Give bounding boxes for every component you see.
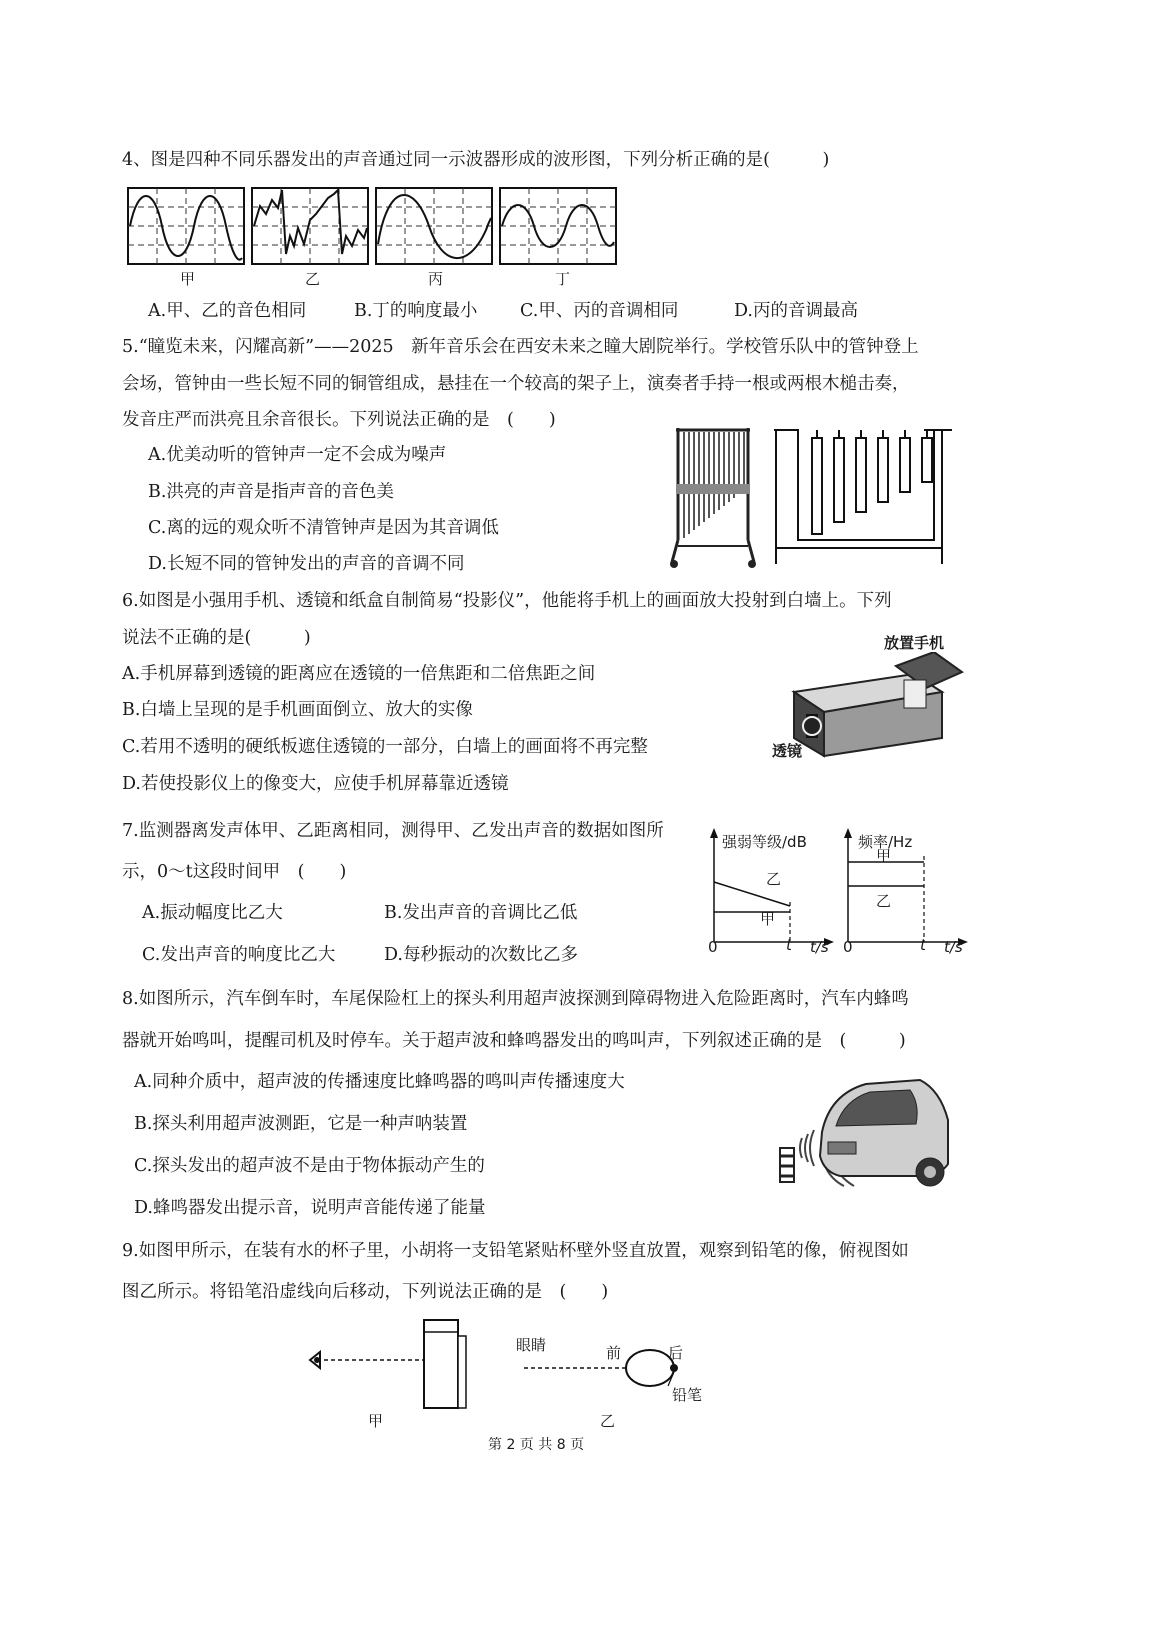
frequency-origin: 0 bbox=[843, 938, 853, 956]
q5-option-a: A.优美动听的管钟声一定不会成为噪声 bbox=[148, 445, 447, 465]
oscilloscope-waveforms bbox=[124, 184, 624, 284]
q5-option-d: D.长短不同的管钟发出的声音的音调不同 bbox=[148, 554, 465, 574]
q7-option-a: A.振动幅度比乙大 bbox=[142, 903, 283, 923]
q6-option-c: C.若用不透明的硬纸板遮住透镜的一部分，白墙上的画面将不再完整 bbox=[122, 737, 648, 757]
fig-yi-label: 乙 bbox=[600, 1412, 616, 1430]
q8-option-c: C.探头发出的超声波不是由于物体振动产生的 bbox=[134, 1156, 485, 1176]
loudness-series-jia-label: 甲 bbox=[760, 910, 776, 928]
q6-option-b: B.白墙上呈现的是手机画面倒立、放大的实像 bbox=[122, 700, 473, 720]
q4-option-c: C.甲、丙的音调相同 bbox=[520, 301, 679, 321]
loudness-series-yi-label: 乙 bbox=[766, 870, 782, 888]
tubular-bells-diagram bbox=[774, 424, 954, 570]
frequency-xlabel: t/s bbox=[944, 938, 963, 956]
q6-stem-line-2: 说法不正确的是( ) bbox=[122, 628, 311, 648]
waveform-label-bing: 丙 bbox=[428, 270, 444, 288]
cup-top-view bbox=[626, 1350, 674, 1386]
frequency-x-tick: t bbox=[920, 936, 926, 954]
q4-option-b: B.丁的响度最小 bbox=[354, 301, 478, 321]
waveform-bing bbox=[376, 188, 492, 264]
projector-lens-label: 透镜 bbox=[772, 742, 803, 760]
q5-stem-line-1: 5.“瞳览未来，闪耀高新”——2025 新年音乐会在西安未来之瞳大剧院举行。学校管乐队中的管钟登上 bbox=[122, 337, 919, 357]
q4-option-d: D.丙的音调最高 bbox=[734, 301, 858, 321]
q6-option-a: A.手机屏幕到透镜的距离应在透镜的一倍焦距和二倍焦距之间 bbox=[122, 664, 596, 684]
q9-stem-line-1: 9.如图甲所示，在装有水的杯子里，小胡将一支铅笔紧贴杯壁外竖直放置，观察到铅笔的像，俯视图如 bbox=[122, 1241, 909, 1261]
page-footer: 第 2 页 共 8 页 bbox=[488, 1437, 585, 1453]
q5-stem-line-2: 会场，管钟由一些长短不同的铜管组成，悬挂在一个较高的架子上，演奏者手持一根或两根木槌击奏， bbox=[122, 374, 910, 394]
q6-stem-line-1: 6.如图是小强用手机、透镜和纸盒自制简易“投影仪”，他能将手机上的画面放大投射到白墙上。下列 bbox=[122, 591, 892, 611]
q6-option-d: D.若使投影仪上的像变大，应使手机屏幕靠近透镜 bbox=[122, 774, 509, 794]
q5-option-b: B.洪亮的声音是指声音的音色美 bbox=[148, 482, 394, 502]
q4-waveform-figure bbox=[124, 184, 624, 284]
eye-icon bbox=[310, 1352, 320, 1368]
eye-label: 眼睛 bbox=[516, 1336, 547, 1354]
loudness-x-tick: t bbox=[786, 936, 792, 954]
back-label: 后 bbox=[668, 1344, 684, 1362]
q9-stem-line-2: 图乙所示。将铅笔沿虚线向后移动，下列说法正确的是 ( ) bbox=[122, 1282, 609, 1302]
q4-stem: 4、图是四种不同乐器发出的声音通过同一示波器形成的波形图，下列分析正确的是( ) bbox=[122, 150, 830, 170]
projector-photo bbox=[784, 652, 970, 760]
waveform-jia bbox=[128, 188, 244, 264]
q8-option-a: A.同种介质中，超声波的传播速度比蜂鸣器的鸣叫声传播速度大 bbox=[134, 1072, 625, 1092]
waveform-label-ding: 丁 bbox=[555, 270, 571, 288]
reversing-car-illustration bbox=[770, 1076, 956, 1192]
q5-option-c: C.离的远的观众听不清管钟声是因为其音调低 bbox=[148, 518, 499, 538]
q8-option-b: B.探头利用超声波测距，它是一种声呐装置 bbox=[134, 1114, 468, 1134]
loudness-ylabel: 强弱等级/dB bbox=[722, 833, 807, 851]
waveform-label-yi: 乙 bbox=[305, 270, 321, 288]
q9-figure-jia bbox=[306, 1316, 476, 1416]
pencil-label: 铅笔 bbox=[672, 1386, 703, 1404]
q7-option-b: B.发出声音的音调比乙低 bbox=[384, 903, 578, 923]
pencil-dot bbox=[670, 1364, 678, 1372]
q7-stem-line-1: 7.监测器离发声体甲、乙距离相同，测得甲、乙发出声音的数据如图所 bbox=[122, 821, 664, 841]
waveform-label-jia: 甲 bbox=[180, 270, 196, 288]
water-cup bbox=[424, 1320, 458, 1408]
q7-stem-line-2: 示，0～t这段时间甲 ( ) bbox=[122, 862, 347, 882]
q5-stem-line-3: 发音庄严而洪亮且余音很长。下列说法正确的是 ( ) bbox=[122, 410, 556, 430]
loudness-origin: 0 bbox=[708, 938, 718, 956]
waveform-ding bbox=[500, 188, 616, 264]
q8-stem-line-1: 8.如图所示，汽车倒车时，车尾保险杠上的探头利用超声波探测到障碍物进入危险距离时，汽车内蜂鸣 bbox=[122, 989, 909, 1009]
q4-option-a: A.甲、乙的音色相同 bbox=[148, 301, 307, 321]
q7-option-d: D.每秒振动的次数比乙多 bbox=[384, 945, 578, 965]
frequency-series-yi-label: 乙 bbox=[876, 892, 892, 910]
pencil bbox=[458, 1336, 466, 1408]
fig-jia-label: 甲 bbox=[368, 1412, 384, 1430]
frequency-ylabel: 频率/Hz bbox=[858, 833, 913, 851]
q7-option-c: C.发出声音的响度比乙大 bbox=[142, 945, 336, 965]
front-label: 前 bbox=[606, 1344, 622, 1362]
q8-stem-line-2: 器就开始鸣叫，提醒司机及时停车。关于超声波和蜂鸣器发出的鸣叫声，下列叙述正确的是 ( ) bbox=[122, 1031, 906, 1051]
loudness-xlabel: t/s bbox=[810, 938, 829, 956]
q8-option-d: D.蜂鸣器发出提示音，说明声音能传递了能量 bbox=[134, 1198, 486, 1218]
waveform-yi bbox=[252, 188, 368, 264]
projector-phone-label: 放置手机 bbox=[884, 634, 945, 652]
tubular-bells-photo bbox=[668, 420, 758, 570]
frequency-series-jia-label: 甲 bbox=[876, 847, 892, 865]
